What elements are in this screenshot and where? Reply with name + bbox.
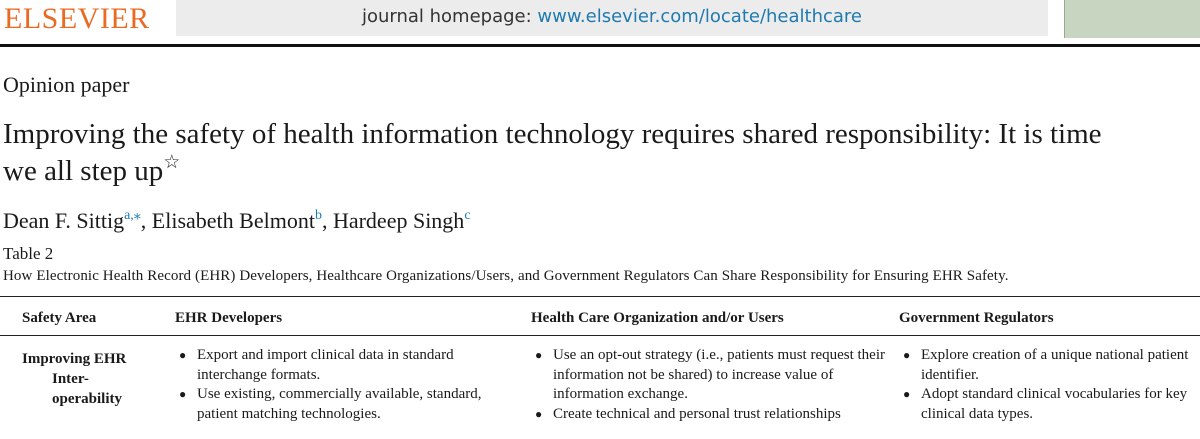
- safety-area-line: operability: [52, 391, 122, 407]
- publisher-logo[interactable]: ELSEVIER: [4, 2, 150, 35]
- author-affiliation[interactable]: b: [314, 208, 322, 223]
- list-item: ● Create technical and personal trust relationships: [531, 405, 886, 425]
- column-header-regulators: Government Regulators: [899, 310, 1054, 326]
- safety-area-line: Inter-: [52, 371, 89, 387]
- journal-header: [0, 0, 1200, 42]
- table-label: Table 2: [3, 244, 54, 263]
- column-header-organizations: Health Care Organization and/or Users: [531, 310, 784, 326]
- author-separator: ,: [321, 208, 333, 233]
- author-affiliation[interactable]: a,⁎: [124, 208, 141, 223]
- journal-cover-thumbnail[interactable]: [1064, 0, 1200, 38]
- list-item: ● Export and import clinical data in standard interchange formats.: [175, 346, 515, 385]
- author-affiliation[interactable]: c: [464, 208, 471, 223]
- homepage-link[interactable]: www.elsevier.com/locate/healthcare: [537, 6, 863, 27]
- organizations-cell: [531, 346, 886, 424]
- column-header-developers: EHR Developers: [175, 310, 283, 326]
- author-list: [3, 208, 471, 234]
- author-name[interactable]: Hardeep Singh: [332, 208, 465, 233]
- table-header-rule: [0, 335, 1200, 336]
- safety-area-cell: [22, 349, 126, 409]
- table-top-rule: [0, 296, 1200, 297]
- author-separator: ,: [140, 208, 152, 233]
- article-type: Opinion paper: [3, 72, 130, 97]
- article-title: [3, 116, 1103, 190]
- list-item: ● Adopt standard clinical vocabularies for key clinical data types.: [899, 385, 1195, 424]
- homepage-line: [176, 6, 1048, 27]
- author-name[interactable]: Dean F. Sittig: [3, 208, 125, 233]
- homepage-band: [176, 0, 1048, 36]
- list-item: ● Explore creation of a unique national patient identifier.: [899, 346, 1195, 385]
- article-title-text: Improving the safety of health information technology requires shared responsibility: It is time we all step up: [3, 118, 1102, 187]
- title-footnote-mark[interactable]: ☆: [163, 152, 181, 173]
- list-item: ● Use an opt-out strategy (i.e., patients must request their information not be shared) to increase value of information exchange.: [531, 346, 886, 405]
- author-name[interactable]: Elisabeth Belmont: [151, 208, 315, 233]
- developers-cell: [175, 346, 515, 424]
- homepage-prefix: journal homepage:: [361, 6, 538, 27]
- regulators-cell: [899, 346, 1195, 424]
- table-caption: How Electronic Health Record (EHR) Developers, Healthcare Organizations/Users, and Government Regulators Can Share Responsibility for Ensuring EHR Safety.: [3, 268, 1009, 284]
- safety-area-line: Improving EHR: [22, 351, 127, 367]
- column-header-safety-area: Safety Area: [22, 310, 97, 326]
- header-divider: [0, 44, 1200, 47]
- list-item: ● Use existing, commercially available, standard, patient matching technologies.: [175, 385, 515, 424]
